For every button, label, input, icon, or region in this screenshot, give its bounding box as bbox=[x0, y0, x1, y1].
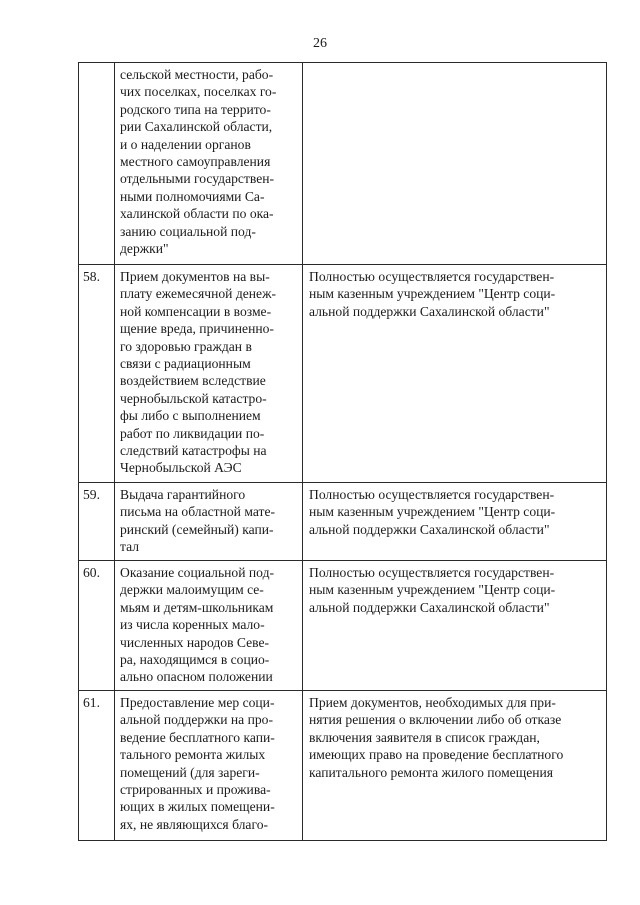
table-row bbox=[79, 691, 607, 841]
text-line: держки" bbox=[120, 241, 169, 257]
text-line: имеющих право на проведение бесплатного bbox=[309, 747, 564, 763]
text-line: капитального ремонта жилого помещения bbox=[309, 764, 554, 780]
service-description bbox=[303, 63, 607, 265]
text-line: альной поддержки на про- bbox=[120, 712, 273, 728]
text-line: связи с радиационным bbox=[120, 356, 251, 372]
text-line: работ по ликвидации по- bbox=[120, 425, 265, 441]
text-line: Полностью осуществляется государствен- bbox=[309, 565, 555, 580]
text-line: чернобыльской катастро- bbox=[120, 390, 267, 406]
text-line: и о наделении органов bbox=[120, 136, 251, 152]
text-line: чих поселках, поселках го- bbox=[120, 84, 277, 100]
text-line: Выдача гарантийного bbox=[120, 487, 246, 502]
text-line: включения заявителя в список граждан, bbox=[309, 729, 540, 745]
text-line: халинской области по ока- bbox=[120, 206, 274, 222]
text-line: из числа коренных мало- bbox=[120, 617, 265, 633]
text-line: тал bbox=[120, 539, 140, 555]
text-line: численных народов Севе- bbox=[120, 634, 270, 650]
text-line: ях, не являющихся благо- bbox=[120, 816, 269, 832]
text-line: родского типа на террито- bbox=[120, 101, 271, 117]
text-line: Прием документов на вы- bbox=[120, 269, 270, 284]
table-row bbox=[79, 483, 607, 561]
table-row bbox=[79, 561, 607, 691]
text-line: помещений (для зареги- bbox=[120, 764, 260, 780]
text-line: альной поддержки Сахалинской области" bbox=[309, 521, 550, 537]
service-description bbox=[303, 561, 607, 691]
service-name bbox=[115, 265, 303, 483]
text-line: альной поддержки Сахалинской области" bbox=[309, 599, 550, 615]
text-line: мьям и детям-школьникам bbox=[120, 599, 274, 615]
text-line: ным казенным учреждением "Центр соци- bbox=[309, 286, 556, 302]
service-description bbox=[303, 691, 607, 841]
text-line: ально опасном положении bbox=[120, 669, 273, 685]
text-line: письма на областной мате- bbox=[120, 504, 276, 520]
row-number: 61. bbox=[79, 691, 115, 841]
text-line: альной поддержки Сахалинской области" bbox=[309, 303, 550, 319]
services-table bbox=[78, 62, 607, 841]
text-line: ными полномочиями Са- bbox=[120, 188, 265, 204]
service-name bbox=[115, 483, 303, 561]
text-line: местного самоуправления bbox=[120, 154, 271, 170]
row-number: 60. bbox=[79, 561, 115, 691]
page-number: 26 bbox=[313, 36, 327, 51]
service-name bbox=[115, 691, 303, 841]
table-row bbox=[79, 63, 607, 265]
text-line: держки малоимущим се- bbox=[120, 582, 264, 598]
text-line: отдельными государствен- bbox=[120, 171, 275, 187]
text-line: фы либо с выполнением bbox=[120, 408, 261, 424]
text-line: рии Сахалинской области, bbox=[120, 119, 273, 135]
text-line: занию социальной под- bbox=[120, 223, 256, 239]
text-line: стрированных и прожива- bbox=[120, 782, 271, 798]
service-description bbox=[303, 483, 607, 561]
service-name bbox=[115, 63, 303, 265]
text-line: ной компенсации в возме- bbox=[120, 303, 272, 319]
text-line: Чернобыльской АЭС bbox=[120, 460, 242, 476]
text-line: Предоставление мер соци- bbox=[120, 695, 275, 710]
service-name bbox=[115, 561, 303, 691]
text-line: ющих в жилых помещени- bbox=[120, 799, 275, 815]
text-line: плату ежемесячной денеж- bbox=[120, 286, 276, 302]
text-line: сельской местности, рабо- bbox=[120, 67, 274, 82]
text-line: Полностью осуществляется государствен- bbox=[309, 269, 555, 284]
text-line: следствий катастрофы на bbox=[120, 443, 267, 459]
text-line: ринский (семейный) капи- bbox=[120, 521, 274, 537]
service-description bbox=[303, 265, 607, 483]
text-line: ра, находящимся в социо- bbox=[120, 652, 270, 668]
text-line: нятия решения о включении либо об отказе bbox=[309, 712, 562, 728]
text-line: го здоровью граждан в bbox=[120, 338, 252, 354]
text-line: Полностью осуществляется государствен- bbox=[309, 487, 555, 502]
text-line: воздействием вследствие bbox=[120, 373, 266, 389]
text-line: тального ремонта жилых bbox=[120, 747, 266, 763]
table-row bbox=[79, 265, 607, 483]
text-line: ным казенным учреждением "Центр соци- bbox=[309, 582, 556, 598]
row-number: 58. bbox=[79, 265, 115, 483]
text-line: Прием документов, необходимых для при- bbox=[309, 695, 556, 710]
text-line: ведение бесплатного капи- bbox=[120, 729, 275, 745]
text-line: Оказание социальной под- bbox=[120, 565, 275, 580]
text-line: щение вреда, причиненно- bbox=[120, 321, 274, 337]
row-number bbox=[79, 63, 115, 265]
text-line: ным казенным учреждением "Центр соци- bbox=[309, 504, 556, 520]
row-number: 59. bbox=[79, 483, 115, 561]
